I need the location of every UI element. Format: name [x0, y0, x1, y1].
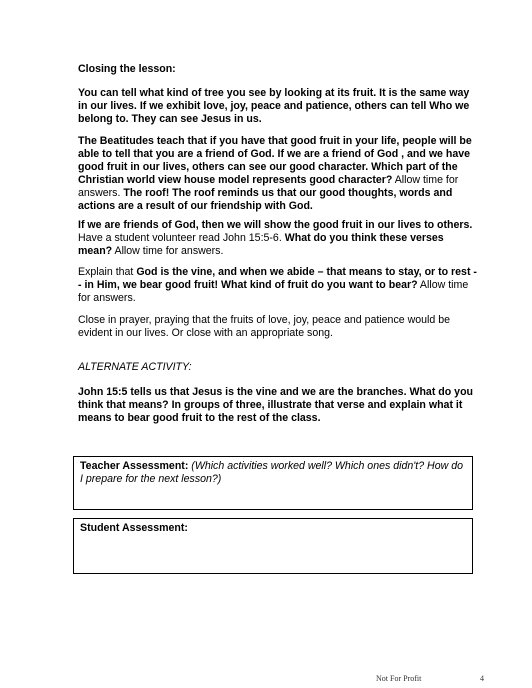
- paragraph-friends-of-god: If we are friends of God, then we will show the good fruit in our lives to others. Have a student volunteer read John 15:5-6. What do you think these verses mean? Allow time for answers.: [78, 219, 473, 257]
- student-assessment-box[interactable]: [73, 518, 473, 574]
- paragraph-vine: Explain that God is the vine, and when we abide – that means to stay, or to rest -- in Him, we bear good fruit! What kind of fruit do you want to bear? Allow time for answers.: [78, 266, 477, 304]
- paragraph-fruit-tree: You can tell what kind of tree you see by looking at its fruit. It is the same way in our lives. If we exhibit love, joy, peace and patience, others can tell Who we belong to. They can see Jesus in us.: [78, 87, 470, 125]
- paragraph-alternate-activity: John 15:5 tells us that Jesus is the vine and we are the branches. What do you think that means? In groups of three, illustrate that verse and explain what it means to bear good fruit to the rest of the class.: [78, 386, 474, 424]
- closing-heading: Closing the lesson:: [78, 63, 176, 75]
- student-assessment-label: Student Assessment:: [80, 522, 188, 534]
- footer-text: Not For Profit: [376, 674, 422, 683]
- paragraph-beatitudes: The Beatitudes teach that if you have that good fruit in your life, people will be able to tell that you are a friend of God. If we are a friend of God , and we have good fruit in our lives, others can see our good character. Which part of the Christian world view house model represents good character? Allow time for answers. The roof! The roof reminds us that our good thoughts, words and actions are a result of our friendship with God.: [78, 135, 472, 212]
- teacher-assessment-label: Teacher Assessment:: [80, 460, 189, 472]
- page-number: 4: [480, 674, 484, 683]
- teacher-assessment-box[interactable]: [73, 456, 473, 510]
- alternate-activity-heading: ALTERNATE ACTIVITY:: [78, 361, 192, 373]
- teacher-assessment-hint: (Which activities worked well? Which ones didn't? How do I prepare for the next lesson?): [80, 460, 463, 485]
- paragraph-closing-prayer: Close in prayer, praying that the fruits of love, joy, peace and patience would be evident in our lives. Or close with an appropriate song.: [78, 314, 450, 339]
